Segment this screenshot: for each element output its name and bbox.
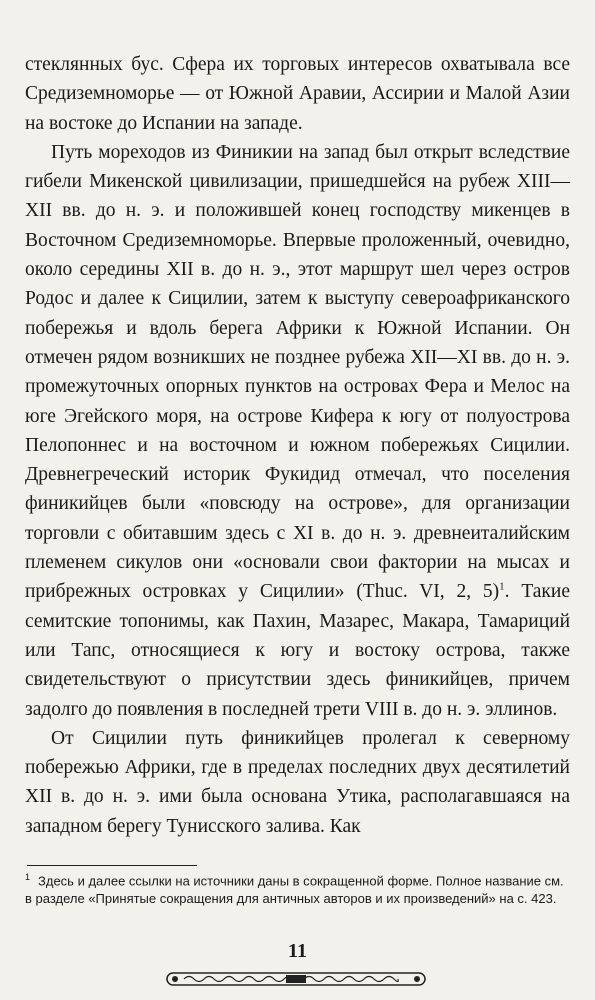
footnote-text: Здесь и далее ссылки на источники даны в сокращенной форме. Полное название см. в разделе «Принятые сокращения для античных авторов и их произведений» на с. 423. [25,873,564,907]
footnote-divider [27,865,197,866]
page-body [25,50,570,841]
paragraph-3: От Сицилии путь финикийцев пролегал к северному побережью Африки, где в пределах последних двух десятилетий XII в. до н. э. ими была основана Утика, располагавшаяся на западном берегу Тунисского залива. Как [25,727,570,837]
paragraph-2-tail: . Такие семитские топонимы, как Пахин, Мазарес, Макара, Тамариций или Тапс, относящиеся к югу и востоку острова, также свидетельствуют о присутствии здесь финикийцев, причем задолго до появления в последней трети VIII в. до н. э. эллинов. [25,581,570,720]
footnote [25,868,570,908]
paragraph-1: стеклянных бус. Сфера их торговых интересов охватывала все Средиземноморье — от Южной Аравии, Ассирии и Малой Азии на востоке до Испании на западе. [25,54,570,134]
footnote-reference[interactable]: 1 [499,580,505,593]
footnote-mark: 1 [25,872,31,882]
page-number: 11 [288,940,307,962]
paragraph-2-main: Путь мореходов из Финикии на запад был открыт вследствие гибели Микенской цивилизации, пришедшейся на рубеж XIII—XII вв. до н. э. и положившей конец господству микенцев в Восточном Средиземноморье. Впервые проложенный, очевидно, около середины XII в. до н. э., этот маршрут шел через остров Родос и далее к Сицилии, затем к выступу североафриканского побережья и вдоль берега Африки к Южной Испании. Он отмечен рядом возникших не позднее рубежа XII—XI вв. до н. э. промежуточных опорных пунктов на островах Фера и Мелос на юге Эгейского моря, на острове Кифера к югу от полуострова Пелопоннес и на восточном и южном побережьях Сицилии. Древнегреческий историк Фукидид отмечал, что поселения финикийцев были «повсюду на острове», для организации торговли с обитавшим здесь с XI в. до н. э. древнеиталийским племенем сикулов они «основали свои фактории на мысах и прибрежных островках у Сицилии» (Thuc. VI, 2, 5) [25,141,570,603]
ornament-border-icon [166,970,426,988]
paragraph-2 [25,138,570,724]
